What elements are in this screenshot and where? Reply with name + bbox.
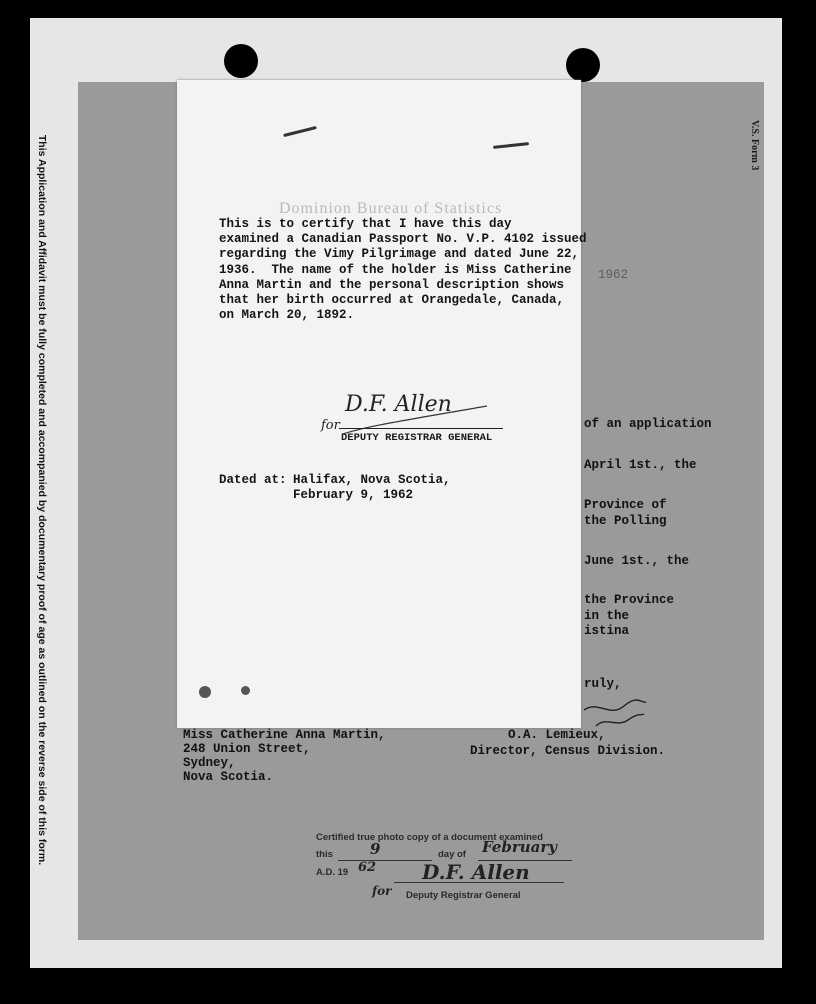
stamp-rule xyxy=(394,882,564,883)
punch-hole xyxy=(224,44,258,78)
side-instruction: This Application and Affidavit must be fully completed and accompanied by documentary proof of age as outlined on the reverse side of this form. xyxy=(36,134,48,866)
dated-place: Halifax, Nova Scotia, xyxy=(293,473,451,487)
certification-stamp xyxy=(314,832,574,910)
stamp-title: Deputy Registrar General xyxy=(406,890,521,901)
stamp-for: for xyxy=(372,884,392,898)
signer-title: DEPUTY REGISTRAR GENERAL xyxy=(341,432,493,444)
recipient-line: Miss Catherine Anna Martin, xyxy=(183,728,386,742)
stamp-rule xyxy=(338,860,432,861)
punch-mark xyxy=(241,686,250,695)
deputy-signature: D.F. Allen xyxy=(345,392,452,417)
recipient-address xyxy=(183,728,386,784)
stamp-this-label: this xyxy=(316,849,333,860)
letter-line: Province of xyxy=(584,498,667,512)
dated-label: Dated at: xyxy=(219,473,287,487)
signatory-title: Director, Census Division. xyxy=(470,744,666,758)
director-signature xyxy=(580,696,650,734)
stamp-line: Certified true photo copy of a document examined xyxy=(316,832,543,843)
letter-line: April 1st., the xyxy=(584,458,697,472)
stamp-day: 9 xyxy=(370,840,381,858)
staple-mark xyxy=(493,142,529,149)
punch-mark xyxy=(199,686,211,698)
recipient-line: Nova Scotia. xyxy=(183,770,274,784)
staple-mark xyxy=(283,126,317,137)
signature-rule xyxy=(339,428,503,429)
stamp-ad-label: A.D. 19 xyxy=(316,867,349,878)
signature-prefix: for xyxy=(321,418,340,433)
recipient-line: 248 Union Street, xyxy=(183,742,311,756)
certificate-body: This is to certify that I have this day examined a Canadian Passport No. V.P. 4102 issued regarding the Vimy Pilgrimage and dated June 22, 1936. The name of the holder is Miss Catherine Anna Martin and the personal description shows that her birth occurred at Orangedale, Canada, on March 20, 1892. xyxy=(219,217,587,323)
letter-line: in the xyxy=(584,609,630,623)
recipient-line: Sydney, xyxy=(183,756,236,770)
faded-letterhead: Dominion Bureau of Statistics xyxy=(279,200,503,217)
letter-line: of an application xyxy=(584,417,712,431)
stamp-month: February xyxy=(482,838,558,856)
letter-line: the Province xyxy=(584,593,675,607)
signatory-name: O.A. Lemieux, xyxy=(508,728,606,742)
form-number: V.S. Form 3 xyxy=(749,120,760,171)
letter-line: the Polling xyxy=(584,514,667,528)
certificate-sheet xyxy=(177,80,587,728)
stamp-year: 62 xyxy=(358,860,377,875)
punch-hole xyxy=(566,48,600,82)
letter-date-fragment: 1962 xyxy=(598,268,629,282)
letter-line: June 1st., the xyxy=(584,554,690,568)
dated-date: February 9, 1962 xyxy=(293,488,414,502)
letter-line: istina xyxy=(584,624,630,638)
stamp-day-of-label: day of xyxy=(438,849,466,860)
letter-closing: ruly, xyxy=(584,677,622,691)
stamp-signature: D.F. Allen xyxy=(422,860,530,884)
